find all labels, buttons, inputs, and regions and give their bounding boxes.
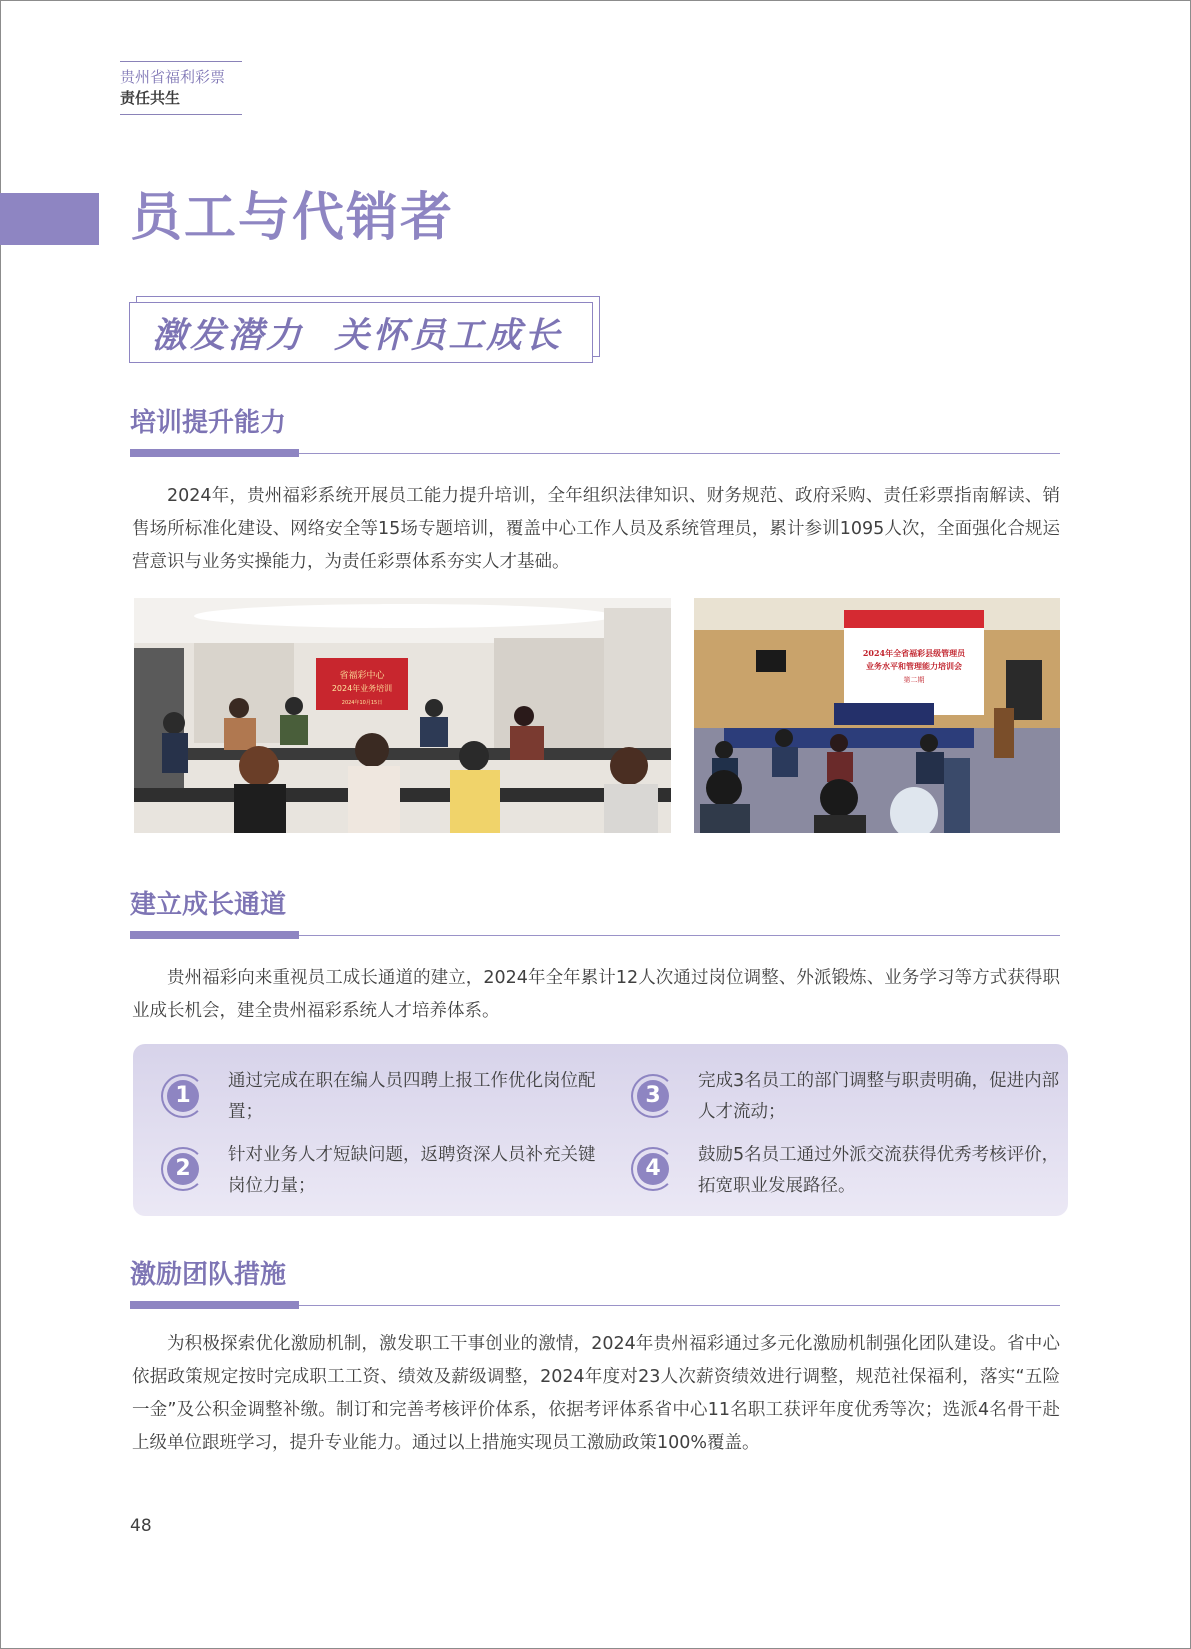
title-accent-bar [0, 193, 99, 245]
growth-item-4: 鼓励5名员工通过外派交流获得优秀考核评价，拓宽职业发展路径。 [698, 1145, 1060, 1196]
screen-date-1: 2024年10月15日 [341, 700, 383, 706]
growth-item-3: 完成3名员工的部门调整与职责明确，促进内部人才流动； [698, 1071, 1060, 1122]
growth-items-panel [133, 1044, 1068, 1216]
training-photo-1 [134, 598, 671, 833]
section-paragraph-incentive: 为积极探索优化激励机制，激发职工干事创业的激情，2024年贵州福彩通过多元化激励机制强化团队建设。省中心依据政策规定按时完成职工工资、绩效及薪级调整，2024年度对23人次薪资绩效进行调整，规范社保福利，落实“五险一金”及公积金调整补缴。制订和完善考核评价体系，依据考评体系省中心11名职工获评年度优秀等次；选派4名骨干赴上级单位跟班学习，提升专业能力。通过以上措施实现员工激励政策100%覆盖。 [132, 1334, 1060, 1453]
training-photo-2 [694, 598, 1060, 833]
slogan-box [129, 302, 593, 363]
section-title-growth: 建立成长通道 [130, 890, 287, 920]
number-badge-1: 1 [161, 1074, 205, 1118]
header-brand [120, 61, 242, 115]
header-rule-bottom [120, 114, 242, 115]
number-badge-2: 2 [161, 1147, 205, 1191]
screen-date-2: 第二期 [903, 676, 925, 684]
number-badge-3: 3 [631, 1074, 675, 1118]
screen-subtitle-2: 业务水平和管理能力培训会 [866, 661, 962, 671]
section-paragraph-training: 2024年，贵州福彩系统开展员工能力提升培训，全年组织法律知识、财务规范、政府采购、责任彩票指南解读、销售场所标准化建设、网络安全等15场专题培训，覆盖中心工作人员及系统管理员，累计参训1095人次，全面强化合规运营意识与业务实操能力，为责任彩票体系夯实人才基础。 [132, 486, 1060, 572]
growth-item-1: 通过完成在职在编人员四聘上报工作优化岗位配置； [228, 1071, 596, 1122]
section-title-incentive: 激励团队措施 [130, 1260, 287, 1290]
page-title: 员工与代销者 [130, 188, 455, 248]
header-rule-top [120, 61, 242, 62]
screen-title-1: 省福彩中心 [339, 671, 385, 681]
section-rule-accent [130, 1301, 299, 1309]
brand-subtitle: 责任共生 [120, 89, 181, 107]
slogan-text: 激发潜力 关怀员工成长 [152, 314, 563, 356]
screen-subtitle-1: 2024年业务培训 [331, 684, 393, 693]
section-title-training: 培训提升能力 [130, 408, 287, 438]
brand-name: 贵州省福利彩票 [120, 68, 226, 86]
section-paragraph-growth: 贵州福彩向来重视员工成长通道的建立，2024年全年累计12人次通过岗位调整、外派锻炼、业务学习等方式获得职业成长机会，建全贵州福彩系统人才培养体系。 [132, 968, 1060, 1021]
page-number: 48 [130, 1516, 152, 1536]
growth-item-2: 针对业务人才短缺问题，返聘资深人员补充关键岗位力量； [228, 1145, 596, 1196]
number-badge-4: 4 [631, 1147, 675, 1191]
section-rule-accent [130, 449, 299, 457]
screen-title-2: 2024年全省福彩县级管理员 [862, 648, 966, 658]
section-rule-accent [130, 931, 299, 939]
